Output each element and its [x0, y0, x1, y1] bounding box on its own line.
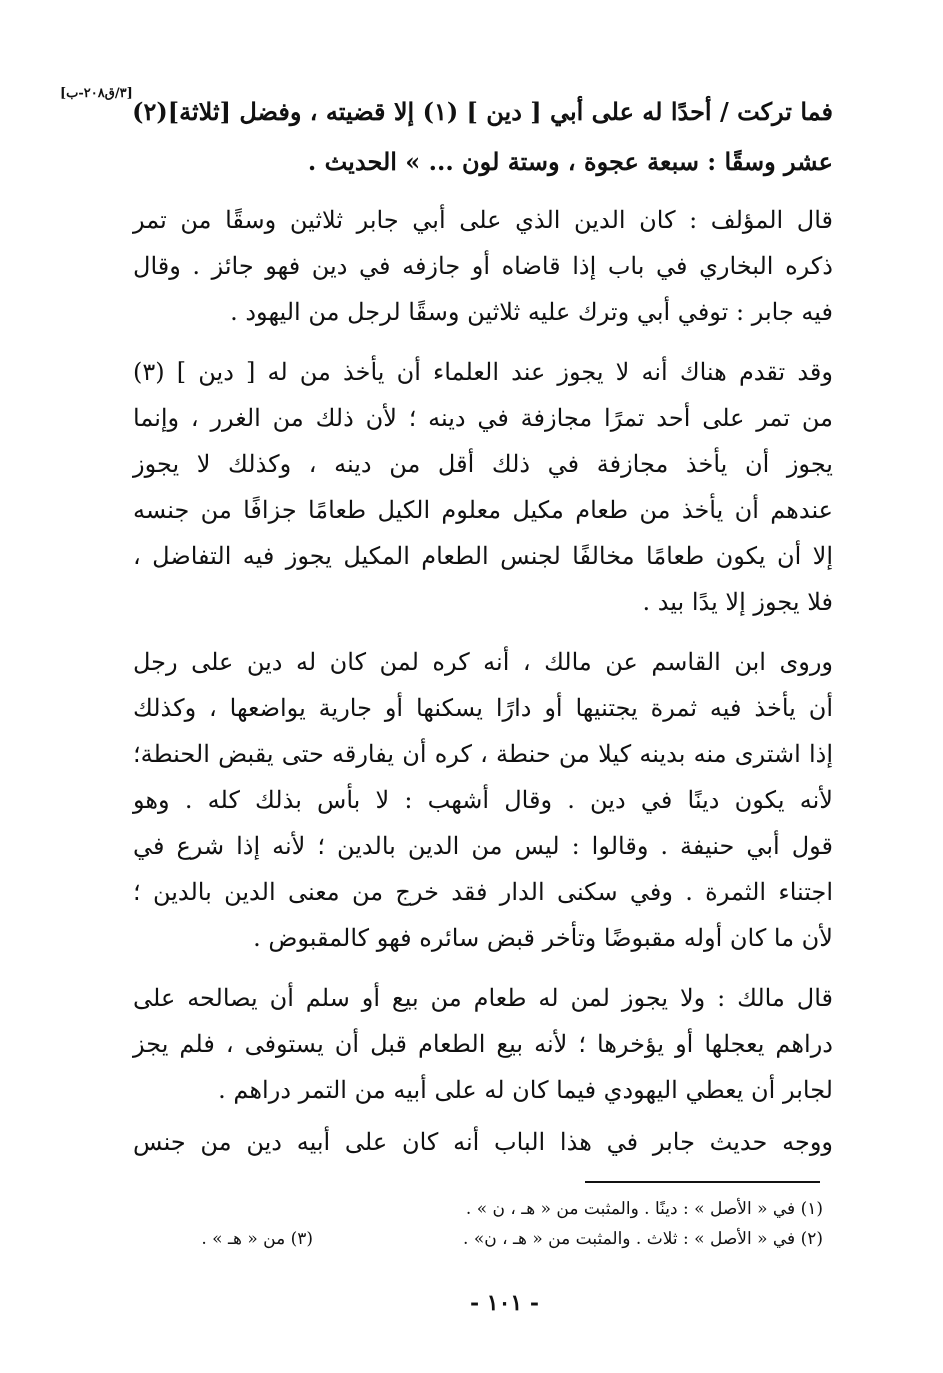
text-line: لجابر أن يعطي اليهودي فيما كان له على أبيه من التمر دراهم . [218, 1076, 833, 1104]
text-line: قال مالك : ولا يجوز لمن له طعام من بيع أو سلم أن يصالحه على [133, 984, 833, 1012]
text-line: لأن ما كان أوله مقبوضًا وتأخر قبض سائره فهو كالمقبوض . [253, 924, 833, 952]
footnote-1: (١) في « الأصل » : دينًا . والمثبت من « هـ ، ن » . [465, 1199, 823, 1219]
text-line: ووجه حديث جابر في هذا الباب أنه كان على أبيه دين من جنس [133, 1128, 833, 1156]
text-line: إذا اشترى منه بدينه كيلا من حنطة ، كره أن يفارقه حتى يقبض الحنطة؛ [133, 740, 833, 768]
text-line: فما تركت / أحدًا له على أبي [ دين ] (١) إلا قضيته ، وفضل [ثلاثة](٢) [132, 97, 833, 126]
text-line: أن يأخذ فيه ثمرة يجتنيها أو دارًا يسكنها أو جارية يواضعها ، وكذلك [133, 694, 833, 722]
text-line: من تمر على أحد تمرًا مجازفة في دينه ؛ لأن ذلك من الغرر ، وإنما [133, 404, 833, 432]
footnote-2: (٢) في « الأصل » : ثلاث . والمثبت من « هـ ، ن» . [463, 1229, 823, 1249]
footnote-3: (٣) من « هـ » . [201, 1229, 313, 1249]
text-line: دراهم يعجلها أو يؤخرها ؛ لأنه بيع الطعام قبل أن يستوفى ، فلم يجز [133, 1030, 833, 1058]
manuscript-folio-note: [٣/ق٢٠٨-ب] [60, 86, 133, 101]
text-line: قول أبي حنيفة . وقالوا : ليس من الدين بالدين ؛ لأنه إذا شرع في [133, 832, 833, 860]
text-line: فيه جابر : توفي أبي وترك عليه ثلاثين وسقًا لرجل من اليهود . [230, 298, 833, 326]
text-line: قال المؤلف : كان الدين الذي على أبي جابر ثلاثين وسقًا من تمر [133, 206, 833, 234]
text-line: فلا يجوز إلا يدًا بيد . [642, 588, 833, 616]
text-line: وقد تقدم هناك أنه لا يجوز عند العلماء أن يأخذ من له [ دين ] (٣) [133, 358, 833, 386]
text-line: إلا أن يكون طعامًا مخالفًا لجنس الطعام المكيل يجوز فيه التفاضل ، [133, 542, 833, 570]
footnote-separator [585, 1181, 820, 1183]
text-line: عشر وسقًا : سبعة عجوة ، وستة لون ... » الحديث . [307, 147, 833, 176]
page-number: - ١٠١ - [470, 1290, 540, 1316]
text-line: عندهم أن يأخذ من طعام مكيل معلوم الكيل طعامًا جزافًا من جنسه [133, 496, 834, 524]
text-line: اجتناء الثمرة . وفي سكنى الدار فقد خرج من معنى الدين بالدين ؛ [133, 878, 833, 906]
text-line: وروى ابن القاسم عن مالك ، أنه كره لمن كان له دين على رجل [133, 648, 833, 676]
text-line: لأنه يكون دينًا في دين . وقال أشهب : لا بأس بذلك كله . وهو [133, 786, 833, 814]
text-line: يجوز أن يأخذ مجازفة في ذلك أقل من دينه ، وكذلك لا يجوز [133, 450, 833, 478]
text-line: ذكره البخاري في باب إذا قاضاه أو جازفه في دين فهو جائز . وقال [133, 252, 833, 280]
